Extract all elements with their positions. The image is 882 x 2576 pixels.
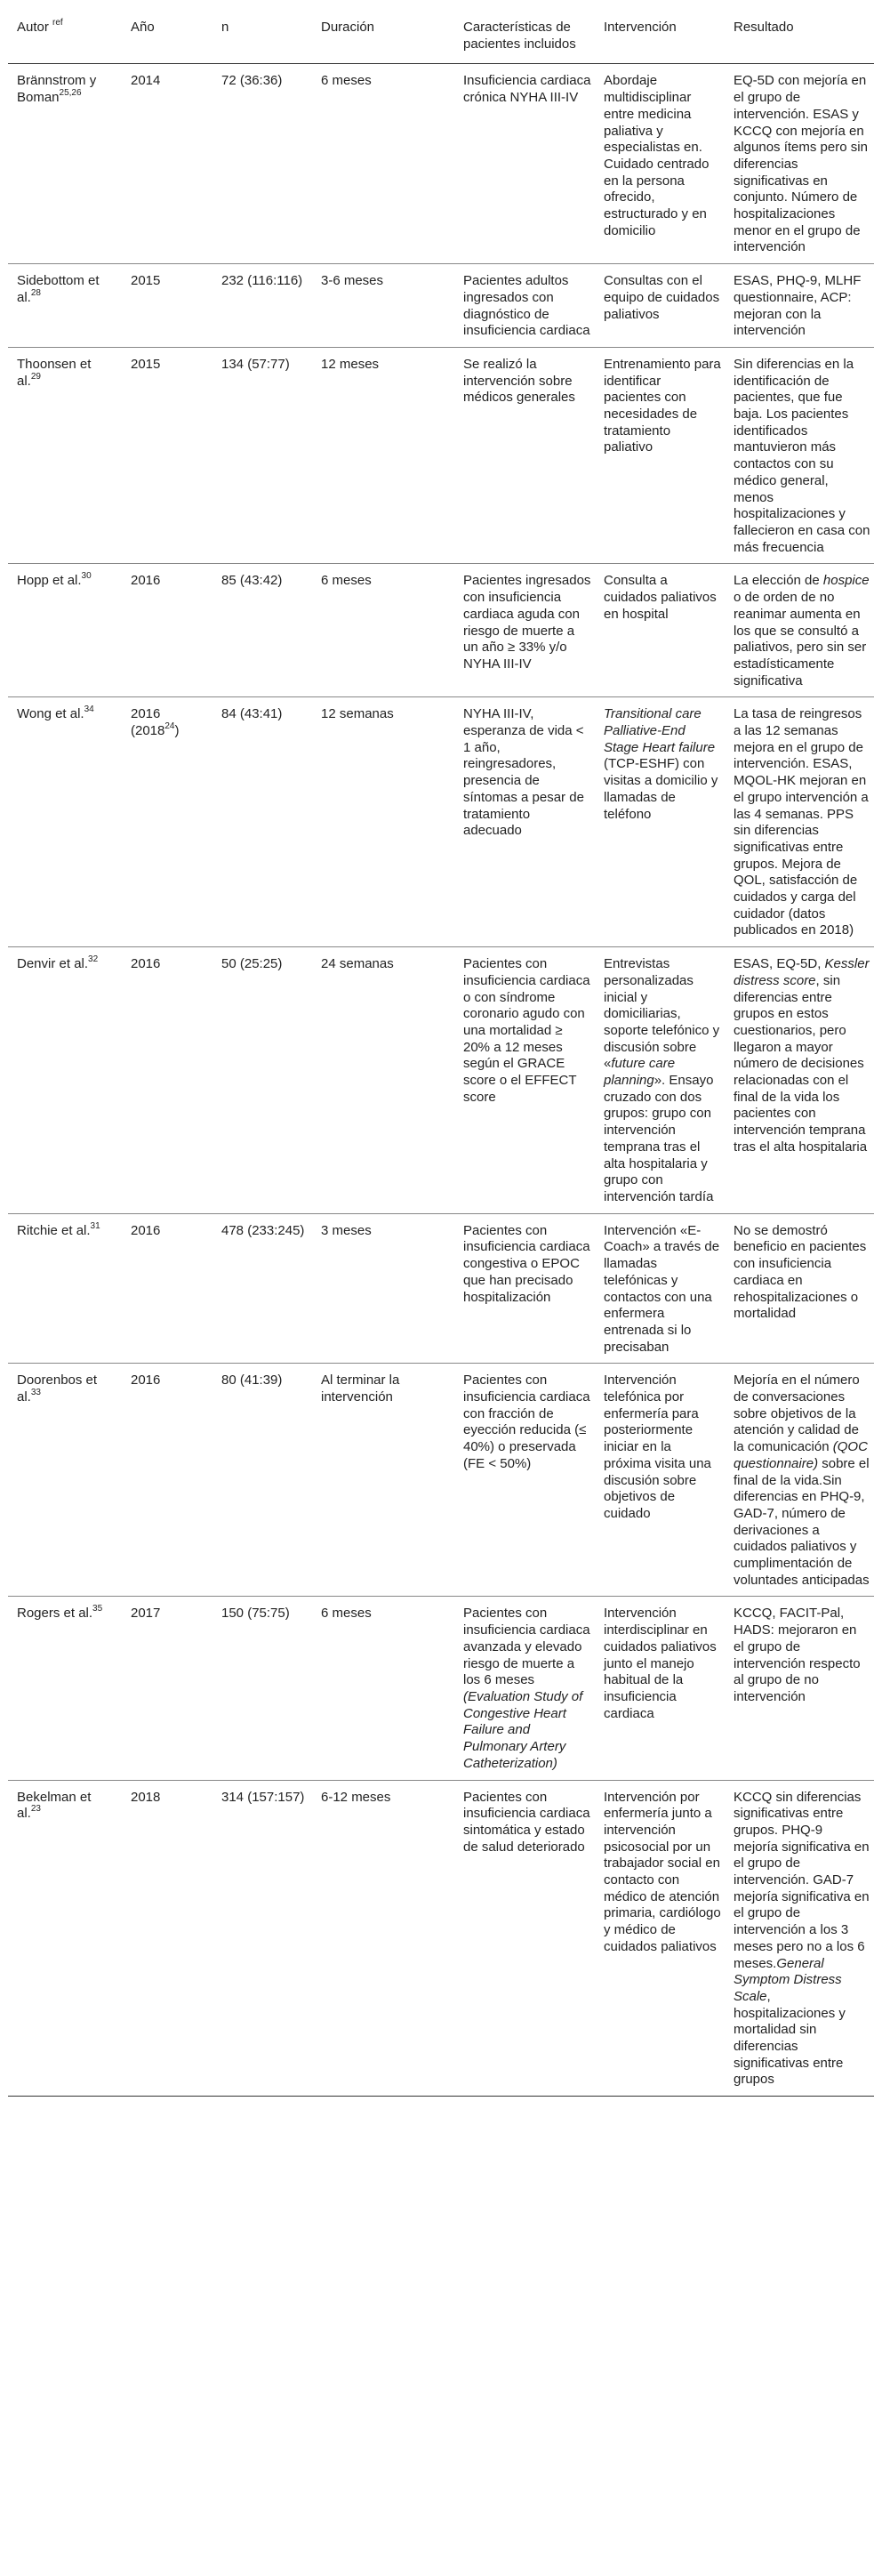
table-header: [8, 0, 874, 64]
cell-n: 232 (116:116): [212, 264, 312, 348]
cell-caracteristicas: Pacientes con insuficiencia cardiaca con fracción de eyección reducida (≤ 40%) o preservada (FE < 50%): [454, 1364, 595, 1597]
cell-intervencion: Entrevistas personalizadas inicial y domiciliarias, soporte telefónico y discusión sobre «future care planning». Ensayo cruzado con dos grupos: grupo con intervención temprana tras el alta hospitalaria y grupo con intervención tardía: [595, 947, 725, 1214]
cell-anio: 2016: [122, 947, 212, 1214]
cell-duracion: 6 meses: [312, 64, 454, 264]
table-row: [8, 264, 874, 348]
cell-intervencion: Intervención «E-Coach» a través de llamadas telefónicas y contactos con una enfermera entrenada si lo precisaban: [595, 1213, 725, 1364]
header-caracteristicas: Características de pacientes incluidos: [454, 0, 595, 64]
cell-resultado: KCCQ sin diferencias significativas entre grupos. PHQ-9 mejoría significativa en el grupo de intervención. GAD-7 mejoría significativa en el grupo de intervención a los 3 meses pero no a los 6 meses.General Symptom Distress Scale, hospitalizaciones y mortalidad sin diferencias significativas entre grupos: [725, 1780, 874, 2097]
cell-resultado: La elección de hospice o de orden de no reanimar aumenta en los que se consultó a paliativos, pero sin ser estadísticamente significativa: [725, 564, 874, 697]
cell-resultado: Sin diferencias en la identificación de pacientes, que fue baja. Los pacientes identificados mantuvieron más contactos con su médico general, menos hospitalizaciones y fallecieron en casa con más frecuencia: [725, 347, 874, 563]
header-anio: Año: [122, 0, 212, 64]
cell-anio: 2015: [122, 264, 212, 348]
cell-resultado: Mejoría en el número de conversaciones sobre objetivos de la atención y calidad de la comunicación (QOC questionnaire) sobre el final de la vida.Sin diferencias en PHQ-9, GAD-7, número de derivaciones a cuidados paliativos y cumplimentación de voluntades anticipadas: [725, 1364, 874, 1597]
cell-caracteristicas: Pacientes adultos ingresados con diagnóstico de insuficiencia cardiaca: [454, 264, 595, 348]
cell-n: 80 (41:39): [212, 1364, 312, 1597]
cell-caracteristicas: Pacientes ingresados con insuficiencia cardiaca aguda con riesgo de muerte a un año ≥ 33% y/o NYHA III-IV: [454, 564, 595, 697]
cell-resultado: No se demostró beneficio en pacientes con insuficiencia cardiaca en rehospitalizaciones o mortalidad: [725, 1213, 874, 1364]
cell-intervencion: Transitional care Palliative-End Stage Heart failure (TCP-ESHF) con visitas a domicilio y llamadas de teléfono: [595, 697, 725, 947]
cell-n: 50 (25:25): [212, 947, 312, 1214]
cell-n: 72 (36:36): [212, 64, 312, 264]
cell-duracion: 3-6 meses: [312, 264, 454, 348]
cell-intervencion: Intervención interdisciplinar en cuidados paliativos junto el manejo habitual de la insuficiencia cardiaca: [595, 1597, 725, 1780]
cell-caracteristicas: NYHA III-IV, esperanza de vida < 1 año, reingresadores, presencia de síntomas a pesar de tratamiento adecuado: [454, 697, 595, 947]
cell-intervencion: Intervención por enfermería junto a intervención psicosocial por un trabajador social en contacto con médico de atención primaria, cardiólogo y médico de cuidados paliativos: [595, 1780, 725, 2097]
cell-anio: 2016: [122, 1213, 212, 1364]
cell-autor: Ritchie et al.$^{31}$: [8, 1213, 122, 1364]
cell-caracteristicas: Se realizó la intervención sobre médicos generales: [454, 347, 595, 563]
cell-autor: Wong et al.$^{34}$: [8, 697, 122, 947]
cell-n: 478 (233:245): [212, 1213, 312, 1364]
cell-duracion: 6 meses: [312, 564, 454, 697]
cell-autor: Sidebottom et al.$^{28}$: [8, 264, 122, 348]
cell-duracion: 6-12 meses: [312, 1780, 454, 2097]
cell-resultado: La tasa de reingresos a las 12 semanas mejora en el grupo de intervención. ESAS, MQOL-HK mejoran en el grupo intervención a las 4 semanas. PPS sin diferencias significativas entre grupos. Mejora de QOL, satisfacción de cuidados y carga del cuidador (datos publicados en 2018): [725, 697, 874, 947]
table-row: [8, 1780, 874, 2097]
header-resultado: Resultado: [725, 0, 874, 64]
cell-resultado: ESAS, PHQ-9, MLHF questionnaire, ACP: mejoran con la intervención: [725, 264, 874, 348]
header-autor: Autor $^{ref}$: [8, 0, 122, 64]
cell-autor: Bekelman et al.$^{23}$: [8, 1780, 122, 2097]
cell-resultado: EQ-5D con mejoría en el grupo de intervención. ESAS y KCCQ con mejoría en algunos ítems pero sin diferencias significativas en conjunto. Número de hospitalizaciones menor en el grupo de intervención: [725, 64, 874, 264]
cell-autor: Hopp et al.$^{30}$: [8, 564, 122, 697]
table-row: [8, 347, 874, 563]
table-row: [8, 1597, 874, 1780]
table-row: [8, 64, 874, 264]
cell-duracion: 6 meses: [312, 1597, 454, 1780]
cell-anio: 2014: [122, 64, 212, 264]
cell-autor: Thoonsen et al.$^{29}$: [8, 347, 122, 563]
cell-duracion: 12 semanas: [312, 697, 454, 947]
cell-anio: 2015: [122, 347, 212, 563]
cell-autor: Brännstrom y Boman$^{25,26}$: [8, 64, 122, 264]
cell-resultado: ESAS, EQ-5D, Kessler distress score, sin diferencias entre grupos en estos cuestionarios, pero llegaron a mayor número de decisiones relacionadas con el final de la vida los pacientes con intervención temprana tras el alta hospitalaria: [725, 947, 874, 1214]
table-row: [8, 564, 874, 697]
table-row: [8, 1364, 874, 1597]
cell-duracion: 3 meses: [312, 1213, 454, 1364]
cell-n: 314 (157:157): [212, 1780, 312, 2097]
cell-caracteristicas: Pacientes con insuficiencia cardiaca avanzada y elevado riesgo de muerte a los 6 meses (Evaluation Study of Congestive Heart Failure and Pulmonary Artery Catheterization): [454, 1597, 595, 1780]
header-intervencion: Intervención: [595, 0, 725, 64]
table-row: [8, 1213, 874, 1364]
cell-caracteristicas: Pacientes con insuficiencia cardiaca sintomática y estado de salud deteriorado: [454, 1780, 595, 2097]
cell-resultado: KCCQ, FACIT-Pal, HADS: mejoraron en el grupo de intervención respecto al grupo de no intervención: [725, 1597, 874, 1780]
cell-anio: 2017: [122, 1597, 212, 1780]
cell-duracion: Al terminar la intervención: [312, 1364, 454, 1597]
studies-table: [8, 0, 874, 2097]
header-autor-ref: ref: [52, 18, 63, 28]
cell-anio: 2018: [122, 1780, 212, 2097]
cell-anio: 2016: [122, 564, 212, 697]
cell-intervencion: Consultas con el equipo de cuidados paliativos: [595, 264, 725, 348]
cell-intervencion: Entrenamiento para identificar pacientes con necesidades de tratamiento paliativo: [595, 347, 725, 563]
cell-autor: Doorenbos et al.$^{33}$: [8, 1364, 122, 1597]
cell-caracteristicas: Pacientes con insuficiencia cardiaca congestiva o EPOC que han precisado hospitalización: [454, 1213, 595, 1364]
header-n: n: [212, 0, 312, 64]
cell-intervencion: Intervención telefónica por enfermería para posteriormente iniciar en la próxima visita una discusión sobre objetivos de cuidado: [595, 1364, 725, 1597]
cell-n: 84 (43:41): [212, 697, 312, 947]
cell-n: 150 (75:75): [212, 1597, 312, 1780]
cell-anio: 2016 (2018$^{24}$): [122, 697, 212, 947]
cell-anio: 2016: [122, 1364, 212, 1597]
cell-duracion: 12 meses: [312, 347, 454, 563]
cell-caracteristicas: Pacientes con insuficiencia cardiaca o con síndrome coronario agudo con una mortalidad ≥ 20% a 12 meses según el GRACE score o el EFFECT score: [454, 947, 595, 1214]
table-row: [8, 697, 874, 947]
cell-autor: Rogers et al.$^{35}$: [8, 1597, 122, 1780]
cell-intervencion: Consulta a cuidados paliativos en hospital: [595, 564, 725, 697]
table-body: [8, 64, 874, 2097]
cell-duracion: 24 semanas: [312, 947, 454, 1214]
cell-autor: Denvir et al.$^{32}$: [8, 947, 122, 1214]
header-duracion: Duración: [312, 0, 454, 64]
header-row: [8, 0, 874, 64]
cell-n: 85 (43:42): [212, 564, 312, 697]
table-row: [8, 947, 874, 1214]
cell-n: 134 (57:77): [212, 347, 312, 563]
cell-caracteristicas: Insuficiencia cardiaca crónica NYHA III-IV: [454, 64, 595, 264]
cell-intervencion: Abordaje multidisciplinar entre medicina paliativa y especialistas en. Cuidado centrado en la persona ofrecido, estructurado y en domicilio: [595, 64, 725, 264]
